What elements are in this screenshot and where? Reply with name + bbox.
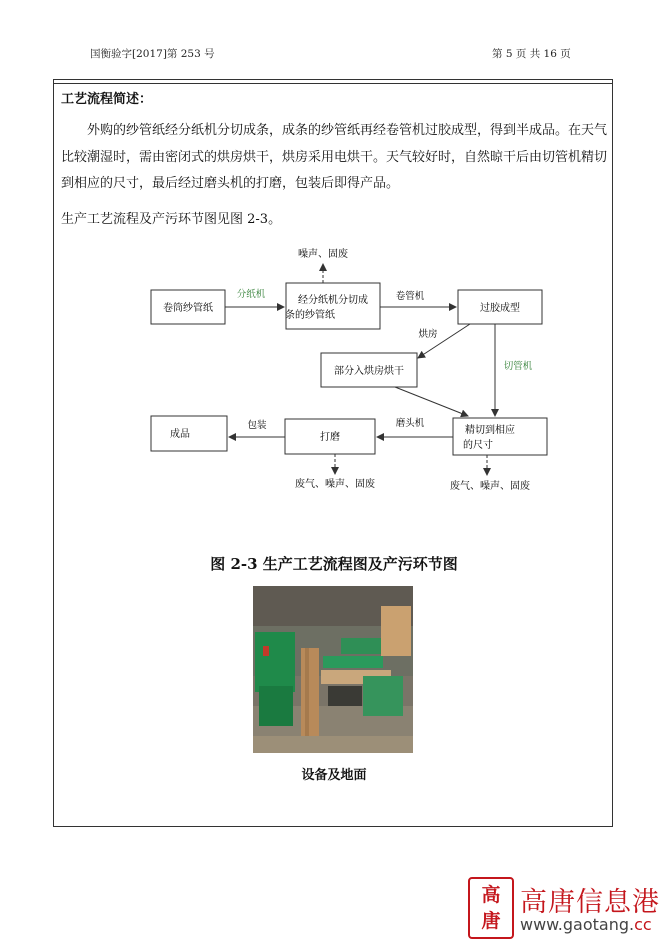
watermark-seal-bottom: 唐 [481,910,501,932]
node-cut-label-line1: 精切到相应 [465,425,515,436]
edge-label-slitter: 分纸机 [236,289,266,300]
node-polishing-label: 打磨 [320,432,340,443]
photo-caption: 设备及地面 [301,768,367,783]
node-slit-label-line2: 条的纱管纸 [285,310,335,321]
pollutant-label-cut: 废气、噪声、固废 [450,481,530,492]
process-flowchart [140,242,560,497]
node-drying-label: 部分入烘房烘干 [334,366,404,377]
watermark-url-tld: cc [634,915,652,934]
watermark-url-main: www.gaotang. [520,915,635,934]
frame-top-rule [53,83,613,84]
section-title: 工艺流程简述： [61,92,153,107]
watermark-seal [468,877,514,939]
node-glue-label: 过胶成型 [480,303,520,314]
page-indicator: 第 5 页 共 16 页 [492,48,571,60]
node-cut-label-line2: 的尺寸 [463,440,493,451]
node-raw-paper-label: 卷筒纱管纸 [163,303,213,314]
edge-label-tube-roller: 卷管机 [395,291,425,302]
edge-label-packing: 包装 [247,420,267,431]
node-slit-label-line1: 经分纸机分切成 [298,295,368,306]
edge-label-tube-cutter: 切管机 [503,361,533,372]
document-number: 国衡验字[2017]第 253 号 [90,48,215,60]
pollutant-label-polish: 废气、噪声、固废 [295,479,375,490]
equipment-photo [253,586,413,753]
watermark-site-name: 高唐信息港 [520,887,660,918]
edge-label-grinder: 磨头机 [395,418,425,429]
pollutant-label-slit: 噪声、固废 [298,249,348,260]
edge-label-drying-room: 烘房 [418,329,438,340]
node-product-label: 成品 [170,429,190,440]
figure-caption: 图 2-3 生产工艺流程图及产污环节图 [210,555,458,573]
figure-reference: 生产工艺流程及产污环节图见图 2-3。 [61,212,282,227]
arrow-drying-to-cut [395,387,468,416]
node-slit-strips [286,283,380,329]
process-description: 外购的纱管纸经分纸机分切成条，成条的纱管纸再经卷管机过胶成型，得到半成品。在天气比较潮湿时，需由密闭式的烘房烘干，烘房采用电烘干。天气较好时，自然晾干后由切管机精切到相应的尺寸，最后经过磨头机的打磨，包装后即得产品。 [61,123,608,191]
watermark-seal-top: 高 [481,884,501,906]
watermark-url [520,915,652,934]
